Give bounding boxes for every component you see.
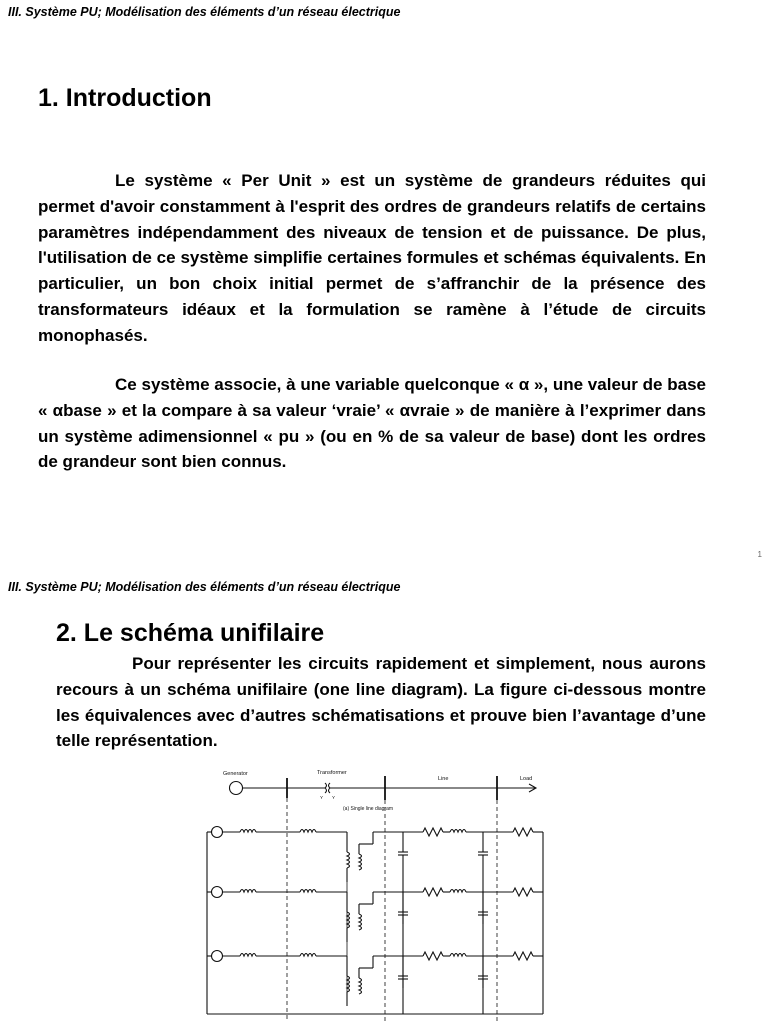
wye-left-label: Y	[320, 795, 324, 800]
page2-section-title: 2. Le schéma unifilaire	[56, 619, 325, 647]
phase-a-transformer-primary-icon	[347, 852, 350, 868]
phase-a-inductor-icon	[450, 830, 466, 833]
single-line-paragraph: Pour représenter les circuits rapidement et simplement, nous aurons recours à un schéma unifilaire (one line diagram). La figure ci-dessous montre les équivalences avec d’autres schématisations et prouve bien l’avantage d’une telle représentation.	[56, 654, 706, 751]
phase-c-row	[207, 951, 543, 1007]
page1-section-title: 1. Introduction	[38, 84, 212, 112]
phase-b-inductor-icon	[450, 890, 466, 893]
generator-label: Generator	[223, 771, 248, 777]
phase-b-load-icon	[513, 888, 533, 896]
phase-b-source-icon	[212, 887, 223, 898]
phase-c-transformer-secondary-icon	[359, 978, 362, 994]
phase-b-resistor-icon	[423, 888, 443, 896]
three-phase-diagram	[207, 827, 543, 1015]
phase-a-transformer-secondary-icon	[359, 854, 362, 870]
phase-c-source-icon	[212, 951, 223, 962]
phase-c-resistor-icon	[423, 952, 443, 960]
phase-a-source-icon	[212, 827, 223, 838]
transformer-symbol-icon	[325, 783, 330, 793]
single-line-caption: (a) Single line diagram	[343, 806, 394, 812]
load-label: Load	[520, 776, 533, 782]
page2-header: III. Système PU; Modélisation des éléments d’un réseau électrique	[8, 580, 401, 594]
phase-c-load-icon	[513, 952, 533, 960]
one-line-diagram-figure	[195, 764, 555, 1024]
phase-c-inductor-icon	[450, 954, 466, 957]
phase-b-transformer-secondary-icon	[359, 914, 362, 930]
phase-a-row	[207, 827, 543, 883]
line-label: Line	[438, 776, 449, 782]
transformer-label: Transformer	[317, 770, 347, 776]
intro-paragraph-1: Le système « Per Unit » est un système de grandeurs réduites qui permet d'avoir constamment à l'esprit des ordres de grandeurs relatifs de certains paramètres indépendamment des niveaux de tension et de puissance. De plus, l'utilisation de ce système simplifie certaines formules et schémas équivalents. En particulier, un bon choix initial permet de s’affranchir de la présence des transformateurs idéaux et la formulation se ramène à l’étude de circuits monophasés.	[38, 171, 706, 345]
phase-a-resistor-icon	[423, 828, 443, 836]
single-line-diagram	[223, 770, 536, 812]
phase-a-load-icon	[513, 828, 533, 836]
page-number: 1	[757, 550, 762, 559]
page1-header: III. Système PU; Modélisation des éléments d’un réseau électrique	[8, 5, 401, 19]
wye-right-label: Y	[332, 795, 336, 800]
phase-b-row	[207, 887, 543, 943]
intro-paragraph-2: Ce système associe, à une variable quelconque « α », une valeur de base « αbase » et la compare à sa valeur ‘vraie’ « αvraie » de manière à l’exprimer dans un système adimensionnel « pu » (ou en % de sa valeur de base) dont les ordres de grandeur sont bien connus.	[38, 375, 706, 472]
generator-symbol-icon	[230, 782, 243, 795]
